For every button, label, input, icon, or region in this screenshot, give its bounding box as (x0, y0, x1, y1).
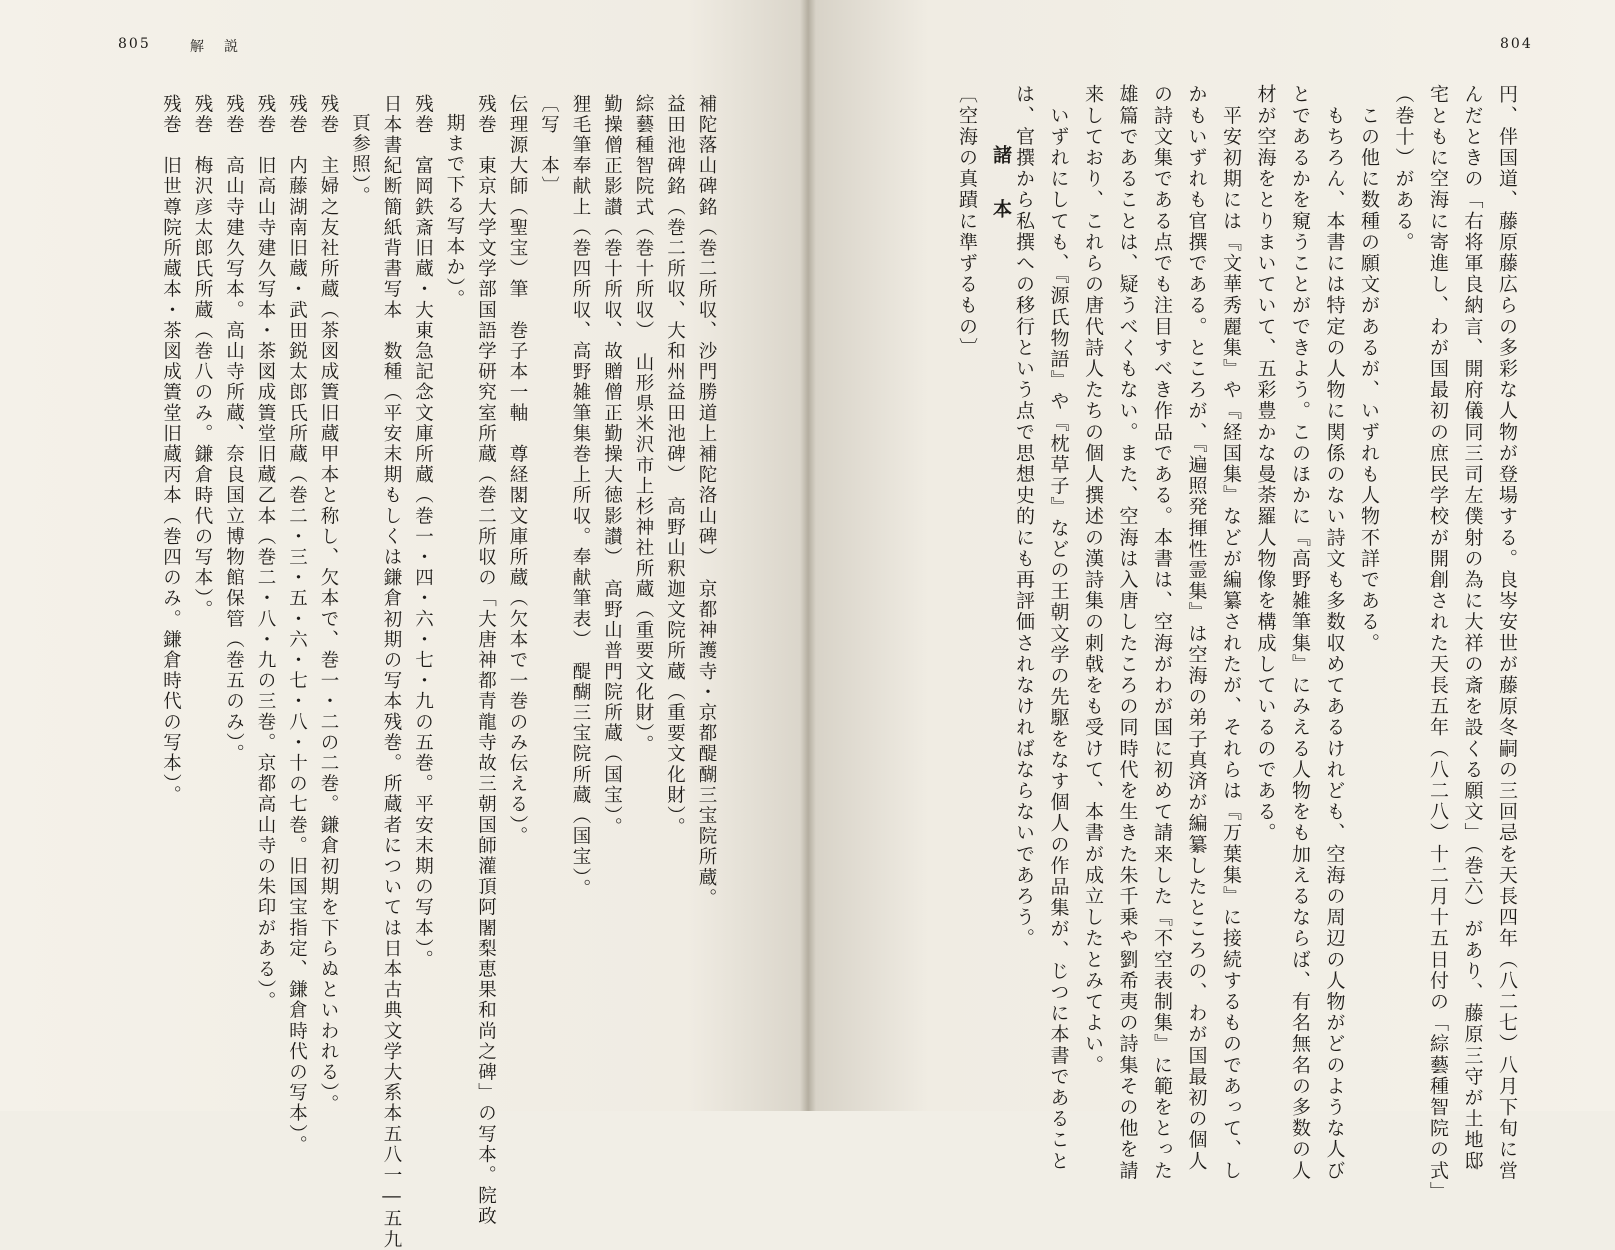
body-line: 材が空海をとりまいていて、五彩豊かな曼荼羅人物像を構成しているのである。 (1254, 84, 1277, 844)
body-line: 宅ともに空海に寄進し、わが国最初の庶民学校が開創された天長五年（八二八）十二月十五日付の「綜藝種智院の式」 (1427, 84, 1449, 1203)
right-page-body (1013, 84, 1524, 1203)
body-line: いずれにしても、『源氏物語』や『枕草子』などの王朝文学の先駆をなす個人の作品集が、じつに本書であること (1047, 84, 1070, 1172)
list-subheading: 〔写 本〕 (538, 94, 560, 197)
body-line: とであるかを窺うことができよう。このほかに『高野雑筆集』にみえる人物をも加えるならば、有名無名の多数の人 (1289, 84, 1311, 1182)
body-line: 円、伴国道、藤原藤広らの多彩な人物が登場する。良岑安世が藤原冬嗣の三回忌を天長四年（八二七）八月下旬に営 (1496, 84, 1518, 1182)
list-item-continuation: 期まで下る写本か）。 (444, 112, 465, 310)
list-item: 伝理源大師（聖宝）筆 巻子本一軸 尊経閣文庫所蔵（欠本で一巻のみ伝える）。 (507, 94, 528, 847)
body-line: 平安初期には『文華秀麗集』や『経国集』などが編纂されたが、それらは『万葉集』に接続するものであって、し (1220, 84, 1242, 1182)
body-line: 来しており、これらの唐代詩人たちの個人撰述の漢詩集の刺戟をも受けて、本書が成立したとみてよい。 (1082, 84, 1104, 1076)
list-item: 残巻 内藤湖南旧蔵・武田鋭太郎氏所蔵（巻二・三・五・六・七・八・十の七巻。旧国宝指定、鎌倉時代の写本）。 (286, 94, 308, 1156)
list-item: 日本書紀断簡紙背書写本 数種（平安末期もしくは鎌倉初期の写本残巻。所蔵者については日本古典文学大系本五八一―五九 (381, 94, 402, 1250)
list-item-continuation: 頁参照）。 (349, 112, 371, 207)
list-item: 残巻 旧高山寺建久写本・茶図成簀堂旧蔵乙本（巻二・八・九の三巻。京都高山寺の朱印がある）。 (255, 94, 276, 1012)
list-item: 残巻 主婦之友社所蔵（茶図成簀旧蔵甲本と称し、欠本で、巻一・二の二巻。鎌倉初期を下らぬといわれる）。 (318, 94, 339, 1115)
body-line: この他に数種の願文があるが、いずれも人物不詳である。 (1358, 84, 1380, 654)
right-page-number: 804 (1500, 36, 1533, 52)
list-item: 補陀落山碑銘（巻二所収、沙門勝道上補陀洛山碑） 京都神護寺・京都醍醐三宝院所蔵。 (696, 94, 717, 909)
body-line: 雄篇であることは、疑うべくもない。また、空海は入唐したころの同時代を生きた朱千乗や劉希夷の詩集その他を請 (1116, 84, 1139, 1182)
body-line: の詩文集である点でも注目すべき作品である。本書は、空海がわが国に初めて請来した『不空表制集』に範をとった (1151, 84, 1173, 1182)
left-page-number: 805 (118, 36, 151, 52)
running-title: 解説 (190, 39, 258, 55)
left-page-list (92, 94, 722, 1250)
body-line: （巻十）がある。 (1392, 84, 1415, 253)
section-heading (938, 84, 1018, 684)
section-title: 諸 本 (990, 144, 1012, 226)
list-item: 残巻 高山寺建久写本。高山寺所蔵、奈良国立博物館保管（巻五のみ）。 (223, 94, 245, 765)
list-item: 狸毛筆奉献上（巻四所収、高野雑筆集巻上所収。奉献筆表） 醍醐三宝院所蔵（国宝）。 (570, 94, 591, 900)
body-line: かもいずれも官撰である。ところが、『遍照発揮性霊集』は空海の弟子真済が編纂したところの、わが国最初の個人 (1185, 84, 1208, 1172)
list-item: 残巻 梅沢彦太郎氏所蔵（巻八のみ。鎌倉時代の写本）。 (192, 94, 213, 621)
list-item: 残巻 東京大学文学部国語学研究室所蔵（巻二所収の「大唐神都青龍寺故三朝国師灌頂阿闍梨恵果和尚之碑」の写本。院政 (475, 94, 497, 1227)
list-item: 益田池碑銘（巻二所収、大和州益田池碑） 高野山釈迦文院所蔵（重要文化財）。 (664, 94, 686, 838)
list-item: 勤操僧正影讃（巻十所収、故贈僧正勤操大徳影讃） 高野山普門院所蔵（国宝）。 (601, 94, 623, 838)
list-item: 残巻 旧世尊院所蔵本・茶図成簀堂旧蔵丙本（巻四のみ。鎌倉時代の写本）。 (160, 94, 182, 806)
list-item: 綜藝種智院式（巻十所収） 山形県米沢市上杉神社所蔵（重要文化財）。 (633, 94, 654, 756)
body-line: もちろん、本書には特定の人物に関係のない詩文も多数収めてあるけれども、空海の周辺の人物がどのような人び (1323, 84, 1346, 1182)
list-item: 残巻 富岡鉄斎旧蔵・大東急記念文庫所蔵（巻一・四・六・七・九の五巻。平安末期の写本）。 (412, 94, 434, 971)
body-line: は、官撰から私撰への移行という点で思想史的にも再評価されなければならないであろう。 (1013, 84, 1035, 950)
body-line: んだときの「右将軍良納言、開府儀同三司左僕射の為に大祥の斎を設くる願文」（巻六）があり、藤原三守が土地邸 (1461, 84, 1484, 1172)
book-gutter (800, 0, 816, 1111)
section-subtitle: 〔空海の真蹟に準ずるもの〕 (956, 84, 978, 359)
